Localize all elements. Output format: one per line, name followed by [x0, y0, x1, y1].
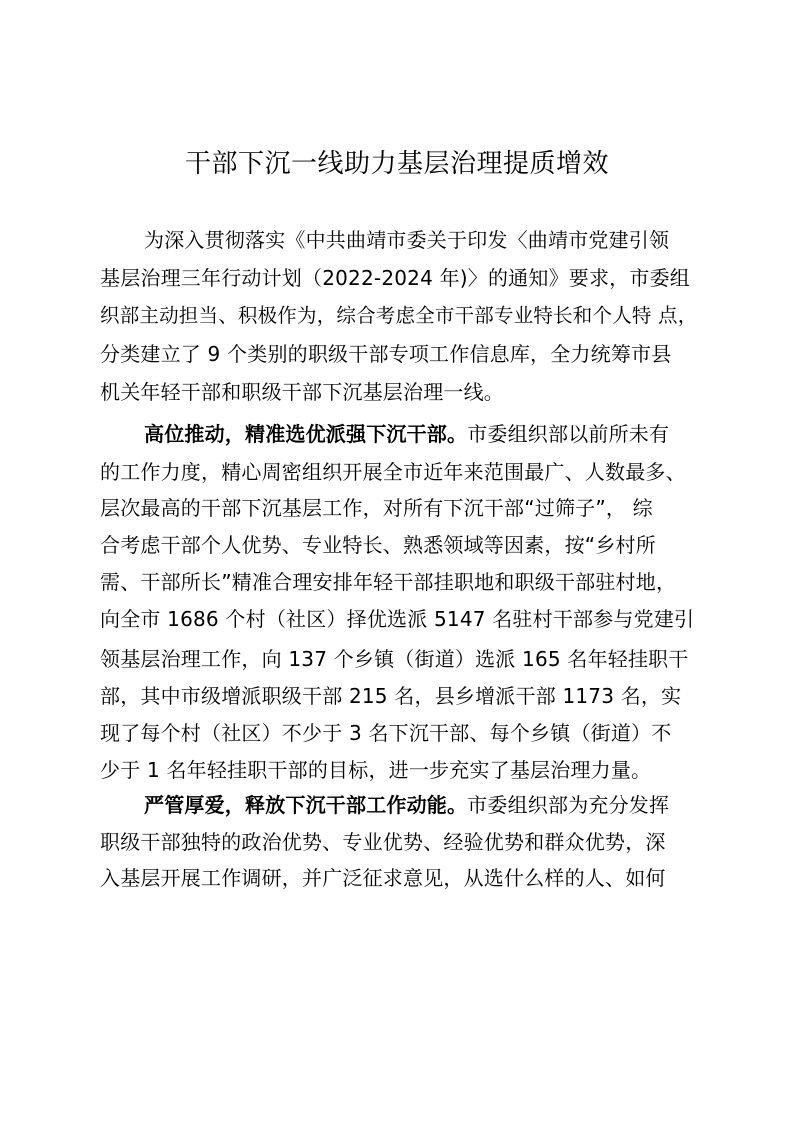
- paragraph-2-line-9: 现了每个村（社区）不少于 3 名下沉干部、每个乡镇（街道）不: [100, 721, 672, 745]
- paragraph-1-line-1: 为深入贯彻落实《中共曲靖市委关于印发〈曲靖市党建引领: [144, 228, 670, 252]
- paragraph-3-line-3: 入基层开展工作调研，并广泛征求意见，从选什么样的人、如何: [100, 866, 666, 890]
- paragraph-1-line-5: 机关年轻干部和职级干部下沉基层治理一线。: [100, 380, 504, 404]
- paragraph-3-lead: 严管厚爱，释放下沉干部工作动能。: [144, 793, 468, 817]
- paragraph-3-line-1: [144, 791, 700, 819]
- paragraph-2-line-6: 向全市 1686 个村（社区）择优选派 5147 名驻村干部参与党建引: [100, 607, 695, 631]
- paragraph-3-line-2: 职级干部独特的政治优势、专业优势、经验优势和群众优势，深: [100, 830, 666, 854]
- paragraph-2-line-7: 领基层治理工作，向 137 个乡镇（街道）选派 165 名年轻挂职干: [100, 647, 689, 671]
- document-title: 干部下沉一线助力基层治理提质增效: [184, 149, 609, 179]
- paragraph-1-line-2: 基层治理三年行动计划（2022-2024 年)〉的通知》要求，市委组: [100, 266, 690, 290]
- paragraph-2-line-8: 部，其中市级增派职级干部 215 名，县乡增派干部 1173 名，实: [100, 684, 682, 708]
- paragraph-2-line-5: 需、干部所长”精准合理安排年轻干部挂职地和职级干部驻村地，: [100, 570, 677, 594]
- paragraph-2-line-4: 合考虑干部个人优势、专业特长、熟悉领域等因素，按“乡村所: [100, 533, 656, 557]
- paragraph-2-line-1: [144, 420, 700, 448]
- paragraph-2-line-10: 少于 1 名年轻挂职干部的目标，进一步充实了基层治理力量。: [100, 758, 652, 782]
- paragraph-2-line-2: 的工作力度，精心周密组织开展全市近年来范围最广、人数最多、: [100, 460, 686, 484]
- paragraph-3-first-rest: 市委组织部为充分发挥: [467, 793, 670, 817]
- paragraph-2-first-rest: 市委组织部以前所未有: [467, 422, 670, 446]
- paragraph-2-lead: 高位推动，精准选优派强下沉干部。: [144, 422, 468, 446]
- paragraph-2-line-3: 层次最高的干部下沉基层工作，对所有下沉干部“过筛子”， 综: [100, 496, 653, 520]
- paragraph-1-line-3: 织部主动担当、积极作为，综合考虑全市干部专业特长和个人特 点，: [100, 304, 698, 327]
- paragraph-1-line-4: 分类建立了 9 个类别的职级干部专项工作信息库，全力统筹市县: [100, 342, 672, 366]
